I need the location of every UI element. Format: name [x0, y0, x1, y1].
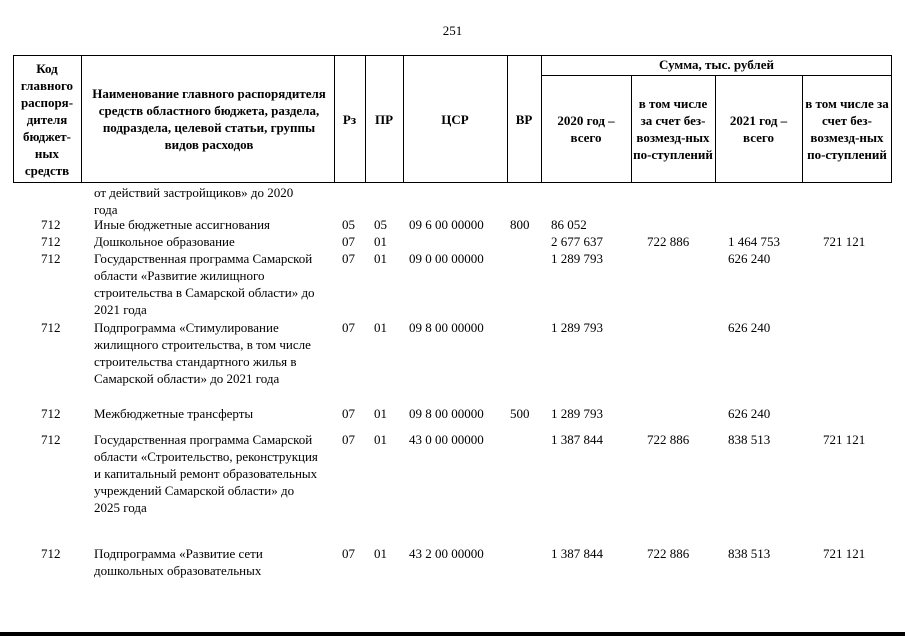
page-number: 251 [442, 23, 463, 38]
budget-table: Код главного распоря-дителя бюджет-ных средств Наименование главного распорядителя средств областного бюджета, раздела, подраздела, целевой статьи, группы видов расходов Рз ПР ЦСР ВР Сумма, тыс. рублей 2020 год – всего в том числе за счет без-возмезд-ных по-ступлений 2021 год – всего в том числе за счет без-возмезд-ных по-ступлений от действий застройщиков» до 2020 года 712 Иные бюджетные ассигнования 05 05 09 6 00 00000 800 86 052 712 Дошкольное образование 07 01 2 677 637 722 886 1 464 753 721 121 712 Государственная программа Самарской области «Развитие жилищного строительства в Самарской области» до 2021 года 07 01 09 0 00 00000 1 289 793 626 240 712 Подпрограмма «Стимулирование жилищного строительства, в том числе строительства стандартного жилья в Самарской области» до 2021 года 07 01 09 8 00 00000 1 289 793 626 240 712 Межбюджетные трансферты 07 01 09 8 00 00000 500 1 289 793 626 240 712 Государственная программа Самарской области «Строительство, реконструкция и капитальный ремонт образовательных учреждений Самарской области» до 2025 года 07 01 43 0 00 00000 1 387 844 722 886 838 513 721 121 712 Подпрограмма «Развитие сети дошкольных образовательных 07 01 43 2 00 00000 1 387 844 722 886 838 513 721 121 [13, 55, 892, 630]
header-pr: ПР [374, 111, 394, 127]
header-total-2021: 2021 год – всего [729, 113, 788, 145]
header-sum-title: Сумма, тыс. рублей [659, 57, 774, 72]
header-total-2020: 2020 год – всего [557, 113, 615, 145]
header-vr: ВР [515, 111, 533, 127]
header-csr: ЦСР [441, 111, 469, 127]
bottom-rule [0, 632, 905, 636]
header-incl-2021: в том числе за счет без-возмезд-ных по-ступлений [805, 96, 889, 162]
header-rz: Рз [342, 111, 357, 127]
header-name: Наименование главного распорядителя средств областного бюджета, раздела, подраздела, целевой статьи, группы видов расходов [92, 86, 326, 152]
header-code: Код главного распоря-дителя бюджет-ных средств [20, 60, 74, 178]
header-incl-2020: в том числе за счет без-возмезд-ных по-ступлений [633, 96, 713, 162]
